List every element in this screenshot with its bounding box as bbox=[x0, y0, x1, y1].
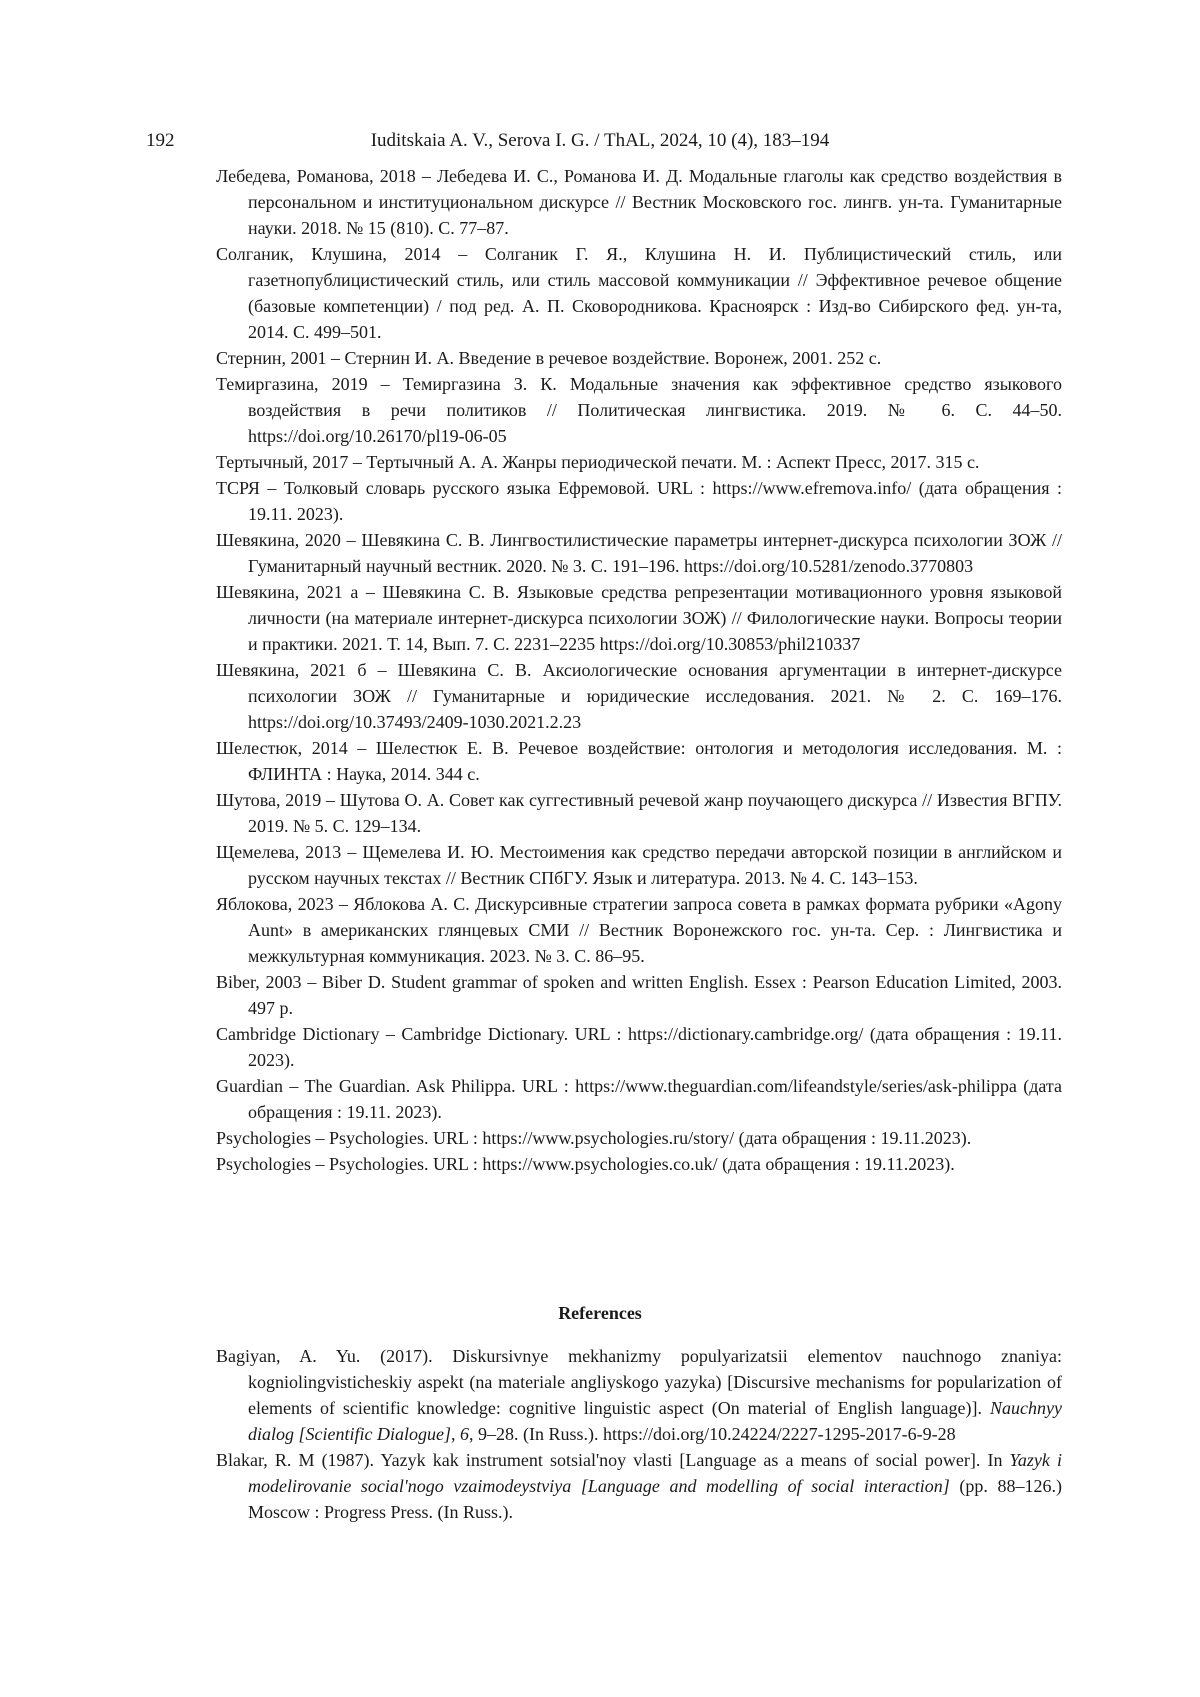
bib-entry: Темиргазина, 2019 – Темиргазина З. К. Модальные значения как эффективное средство языкового воздействия в речи политиков // Политическая лингвистика. 2019. № 6. С. 44–50. https://doi.org/10.26170/pl19-06-05 bbox=[216, 371, 1062, 449]
bib-entry: Cambridge Dictionary – Cambridge Dictionary. URL : https://dictionary.cambridge.org/ (дата обращения : 19.11. 2023). bbox=[216, 1021, 1062, 1073]
bib-entry: Шевякина, 2021 а – Шевякина С. В. Языковые средства репрезентации мотивационного уровня языковой личности (на материале интернет-дискурса психологии ЗОЖ) // Филологические науки. Вопросы теории и практики. 2021. Т. 14, Вып. 7. С. 2231–2235 https://doi.org/10.30853/phil210337 bbox=[216, 579, 1062, 657]
bib-entry: Лебедева, Романова, 2018 – Лебедева И. С., Романова И. Д. Модальные глаголы как средство воздействия в персональном и институциональном дискурсе // Вестник Московского гос. лингв. ун-та. Гуманитарные науки. 2018. № 15 (810). С. 77–87. bbox=[216, 163, 1062, 241]
bib-entry: Тертычный, 2017 – Тертычный А. А. Жанры периодической печати. М. : Аспект Пресс, 2017. 315 с. bbox=[216, 449, 1062, 475]
reference-text: Blakar, R. M (1987). Yazyk kak instrument sotsial'noy vlasti [Language as a means of social power]. In bbox=[216, 1450, 1010, 1470]
reference-text: , 9–28. (In Russ.). https://doi.org/10.24224/2227-1295-2017-6-9-28 bbox=[469, 1424, 956, 1444]
page-header bbox=[0, 126, 1200, 156]
running-head: Iuditskaia A. V., Serova I. G. / ThAL, 2024, 10 (4), 183–194 bbox=[0, 126, 1200, 156]
bib-entry: Щемелева, 2013 – Щемелева И. Ю. Местоимения как средство передачи авторской позиции в английском и русском научных текстах // Вестник СПбГУ. Язык и литература. 2013. № 4. С. 143–153. bbox=[216, 839, 1062, 891]
bib-entry: Guardian – The Guardian. Ask Philippa. URL : https://www.theguardian.com/lifeandstyle/series/ask-philippa (дата обращения : 19.11. 2023). bbox=[216, 1073, 1062, 1125]
reference-entry bbox=[216, 1343, 1062, 1447]
bibliography-list bbox=[216, 163, 1062, 1177]
page-number: 192 bbox=[146, 126, 175, 156]
reference-entry bbox=[216, 1447, 1062, 1525]
bib-entry: Шелестюк, 2014 – Шелестюк Е. В. Речевое воздействие: онтология и методология исследования. М. : ФЛИНТА : Наука, 2014. 344 с. bbox=[216, 735, 1062, 787]
bib-entry: Яблокова, 2023 – Яблокова А. С. Дискурсивные стратегии запроса совета в рамках формата рубрики «Agony Aunt» в американских глянцевых СМИ // Вестник Воронежского гос. ун-та. Сер. : Лингвистика и межкультурная коммуникация. 2023. № 3. С. 86–95. bbox=[216, 891, 1062, 969]
bib-entry: Шевякина, 2020 – Шевякина С. В. Лингвостилистические параметры интернет-дискурса психологии ЗОЖ // Гуманитарный научный вестник. 2020. № 3. С. 191–196. https://doi.org/10.5281/zenodo.3770803 bbox=[216, 527, 1062, 579]
references-list bbox=[216, 1343, 1062, 1525]
bib-entry: Шевякина, 2021 б – Шевякина С. В. Аксиологические основания аргументации в интернет-дискурсе психологии ЗОЖ // Гуманитарные и юридические исследования. 2021. № 2. С. 169–176. https://doi.org/10.37493/2409-1030.2021.2.23 bbox=[216, 657, 1062, 735]
bib-entry: Biber, 2003 – Biber D. Student grammar of spoken and written English. Essex : Pearson Education Limited, 2003. 497 p. bbox=[216, 969, 1062, 1021]
bib-entry: Стернин, 2001 – Стернин И. А. Введение в речевое воздействие. Воронеж, 2001. 252 с. bbox=[216, 345, 1062, 371]
reference-text: Bagiyan, A. Yu. (2017). Diskursivnye mekhanizmy populyarizatsii elementov nauchnogo znaniya: kogniolingvisticheskiy aspekt (na materiale angliyskogo yazyka) [Discursive mechanisms for popularization of elements of scientific knowledge: cognitive linguistic aspect (On material of English language)]. bbox=[216, 1346, 1062, 1418]
reference-source-title: Yazyk i modelirovanie social'nogo vzaimodeystviya [Language and modelling of social interaction] bbox=[248, 1450, 1062, 1496]
bib-entry: ТСРЯ – Толковый словарь русского языка Ефремовой. URL : https://www.efremova.info/ (дата обращения : 19.11. 2023). bbox=[216, 475, 1062, 527]
page bbox=[0, 0, 1200, 1697]
bib-entry: Psychologies – Psychologies. URL : https://www.psychologies.ru/story/ (дата обращения : 19.11.2023). bbox=[216, 1125, 1062, 1151]
references-heading: References bbox=[0, 1300, 1200, 1326]
reference-text: (pp. 88–126.) Moscow : Progress Press. (In Russ.). bbox=[248, 1476, 1062, 1522]
bib-entry: Солганик, Клушина, 2014 – Солганик Г. Я., Клушина Н. И. Публицистический стиль, или газетнопублицистический стиль, или стиль массовой коммуникации // Эффективное речевое общение (базовые компетенции) / под ред. А. П. Сковородникова. Красноярск : Изд-во Сибирского фед. ун-та, 2014. С. 499–501. bbox=[216, 241, 1062, 345]
reference-source-title: Nauchnyy dialog [Scientific Dialogue], 6 bbox=[248, 1398, 1062, 1444]
bib-entry: Psychologies – Psychologies. URL : https://www.psychologies.co.uk/ (дата обращения : 19.11.2023). bbox=[216, 1151, 1062, 1177]
bib-entry: Шутова, 2019 – Шутова О. А. Совет как суггестивный речевой жанр поучающего дискурса // Известия ВГПУ. 2019. № 5. С. 129–134. bbox=[216, 787, 1062, 839]
